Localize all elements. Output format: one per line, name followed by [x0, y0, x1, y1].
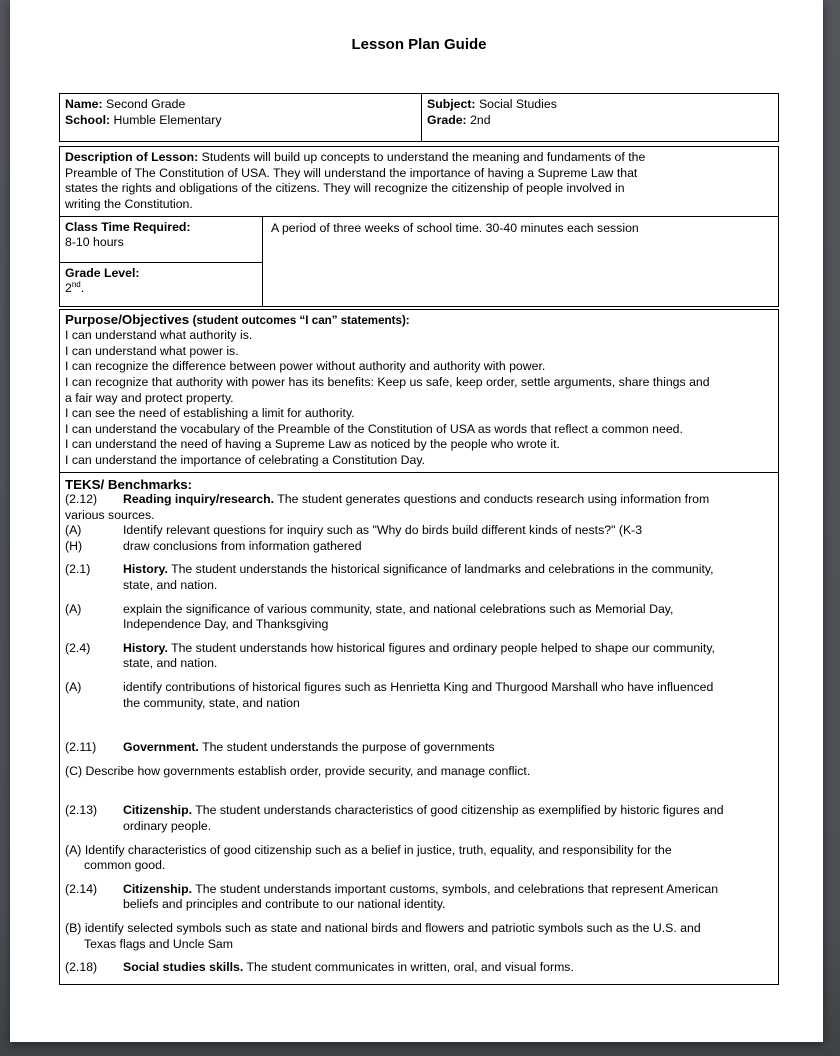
subject-row: [427, 97, 772, 113]
purpose-statement: I can understand what authority is.: [65, 328, 253, 343]
name-label: Name:: [65, 97, 103, 111]
teks-item: (C) Describe how governments establish order, provide security, and manage conflict.: [65, 763, 531, 778]
description-cell: [60, 147, 778, 215]
teks-item: (2.11) Government. The student understands the purpose of governments: [65, 740, 495, 755]
class-time-value: 8-10 hours: [65, 235, 124, 250]
purpose-objectives-section: [59, 309, 779, 473]
teks-item: (2.18) Social studies skills. The student communicates in written, oral, and visual forms.: [65, 960, 574, 975]
purpose-statement: I can recognize that authority with power has its benefits: Keep us safe, keep order, settle arguments, share things and a fair way and protect property.: [65, 374, 710, 405]
subject-label: Subject:: [427, 97, 476, 111]
teks-item: (2.14) Citizenship. The student understands important customs, symbols, and celebrations that represent American beliefs and principles and contribute to our national identity.: [65, 881, 719, 912]
class-time-label: Class Time Required:: [65, 219, 191, 234]
teks-item: (A) explain the significance of various community, state, and national celebrations such as Memorial Day, Independence Day, and Thanksgiving: [65, 601, 674, 632]
grade-level-cell: [60, 263, 262, 306]
document-title: Lesson Plan Guide: [351, 36, 487, 53]
document-page: [10, 0, 823, 1042]
grade-label: Grade:: [427, 112, 467, 127]
school-value: Humble Elementary: [113, 112, 222, 127]
teks-item: (A) Identify relevant questions for inquiry such as "Why do birds build different kinds of nests?" (K-3: [65, 523, 643, 538]
class-time-row: [60, 216, 778, 306]
grade-level-label: Grade Level:: [65, 265, 140, 280]
purpose-statement: I can see the need of establishing a limit for authority.: [65, 406, 355, 421]
purpose-statement: I can understand the vocabulary of the Preamble of the Constitution of USA as words that reflect a common need.: [65, 421, 683, 436]
teks-item: (H) draw conclusions from information gathered: [65, 538, 362, 553]
purpose-statements: [65, 328, 772, 468]
teks-item: (2.13) Citizenship. The student understands characteristics of good citizenship as exemplified by historic figures and ordinary people.: [65, 803, 724, 833]
class-time-cell: [60, 217, 262, 263]
class-time-column: [60, 217, 263, 306]
teks-item: (2.1) History. The student understands the historical significance of landmarks and celebrations in the community, state, and nation.: [65, 562, 714, 593]
school-row: [65, 113, 415, 129]
name-value: Second Grade: [106, 97, 186, 111]
teks-benchmarks-section: [59, 472, 779, 985]
purpose-heading-sub: (student outcomes “I can” statements):: [192, 313, 410, 327]
description-text: [65, 150, 645, 211]
purpose-statement: I can recognize the difference between power without authority and authority with power.: [65, 359, 546, 374]
description-body: Students will build up concepts to understand the meaning and fundaments of the Preamble of The Constitution of USA. They will understand the importance of having a Supreme Law that states the rights and obligations of the citizens. They will recognize the citizenship of people involved in writing the Constitution.: [65, 150, 646, 211]
teks-heading: TEKS/ Benchmarks:: [65, 476, 193, 492]
subject-value: Social Studies: [478, 97, 557, 111]
grade-level-suffix: .: [80, 281, 85, 296]
description-label: Description of Lesson:: [65, 150, 199, 165]
grade-row: [427, 113, 772, 129]
lesson-table: [59, 146, 779, 306]
schedule-text: A period of three weeks of school time. 30-40 minutes each session: [271, 220, 639, 235]
purpose-heading: [65, 312, 772, 329]
grade-value: 2nd: [470, 112, 491, 127]
purpose-statement: I can understand the need of having a Supreme Law as noticed by the people who wrote it.: [65, 437, 560, 452]
teks-item: (B) identify selected symbols such as state and national birds and flowers and patriotic symbols such as the U.S. and Texas flags and Uncle Sam: [65, 920, 701, 951]
purpose-heading-main: Purpose/Objectives: [65, 311, 190, 327]
teks-item: (2.4) History. The student understands how historical figures and ordinary people helped to shape our community, state, and nation.: [65, 640, 715, 671]
info-cell-name-school: [60, 94, 422, 141]
grade-level-base: 2: [65, 281, 72, 296]
document-content: [59, 0, 779, 985]
grade-level-sup: nd: [71, 280, 81, 290]
name-row: [65, 97, 415, 113]
teks-item: (2.12) Reading inquiry/research. The student generates questions and conducts research using information from various sources.: [65, 492, 710, 522]
info-cell-subject-grade: [422, 94, 778, 141]
grade-level-value: [65, 281, 257, 297]
schedule-cell: [263, 217, 778, 306]
info-table: [59, 93, 779, 142]
teks-items: [65, 492, 772, 976]
school-label: School:: [65, 112, 111, 127]
teks-item: (A) Identify characteristics of good citizenship such as a belief in justice, truth, equality, and responsibility for the common good.: [65, 842, 672, 873]
purpose-statement: I can understand the importance of celebrating a Constitution Day.: [65, 452, 426, 467]
teks-item: (A) identify contributions of historical figures such as Henrietta King and Thurgood Marshall who have influenced the community, state, and nation: [65, 680, 714, 710]
purpose-statement: I can understand what power is.: [65, 343, 239, 358]
